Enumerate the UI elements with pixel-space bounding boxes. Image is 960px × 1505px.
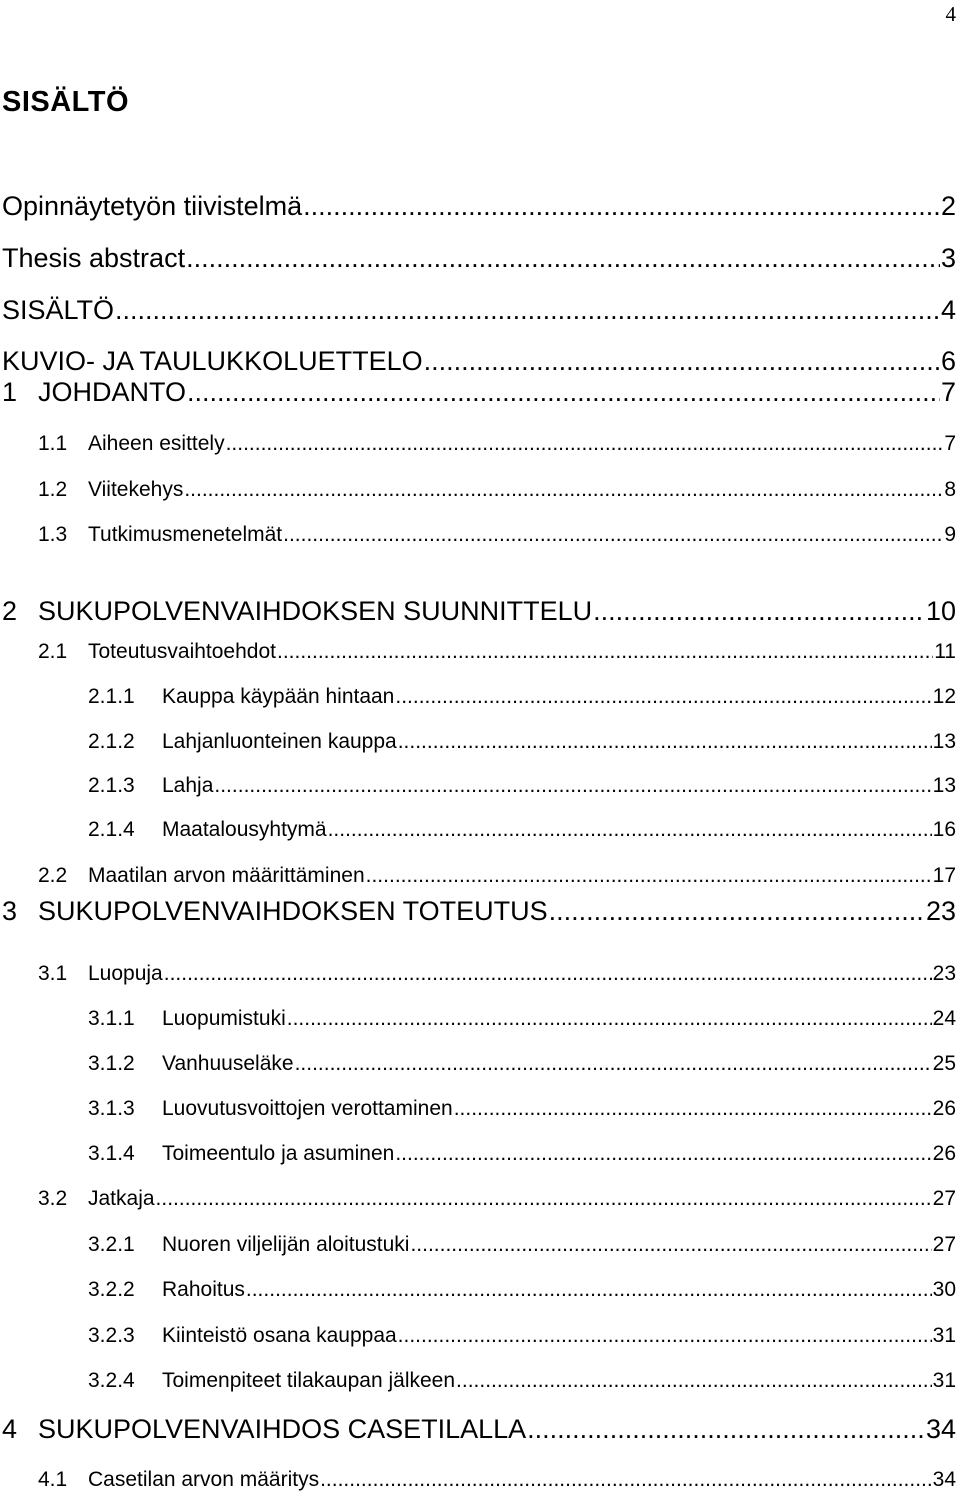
toc-entry-page: 2 [940,191,956,221]
toc-entry-title: Toimeentulo ja asuminen [162,1142,395,1165]
toc-entry-number: 3.2 [38,1187,68,1210]
toc-entry-number: 1 [2,377,18,407]
toc-entry-number: 3.1.2 [88,1052,135,1075]
toc-entry[interactable] [88,730,956,754]
toc-entry-number: 3.1.1 [88,1007,135,1030]
toc-entry-title: Jatkaja [88,1187,155,1210]
dot-leader [226,432,944,456]
toc-entry[interactable] [88,1324,956,1348]
toc-entry-page: 11 [934,640,956,663]
dot-leader [410,1233,931,1257]
toc-entry[interactable] [38,523,956,547]
toc-entry-title: SUKUPOLVENVAIHDOKSEN TOTEUTUS [38,896,548,926]
toc-entry-page: 25 [932,1052,956,1075]
toc-entry-page: 31 [932,1324,956,1347]
toc-entry-title: Opinnäytetyön tiivistelmä [2,191,303,221]
dot-leader [328,818,932,842]
dot-leader [303,191,940,222]
toc-entry-title: Aiheen esittely [88,432,225,455]
toc-entry-number: 4 [2,1414,18,1444]
toc-entry[interactable] [88,1007,956,1031]
toc-entry[interactable] [38,432,956,456]
toc-entry-number: 3.1.4 [88,1142,135,1165]
toc-entry-title: Luovutusvoittojen verottaminen [162,1097,453,1120]
toc-entry[interactable] [38,478,956,502]
toc-entry[interactable] [2,1414,956,1445]
toc-entry-number: 1.3 [38,523,68,546]
toc-entry-title: Thesis abstract [2,243,186,273]
toc-entry-number: 2.1.1 [88,685,135,708]
dot-leader [549,896,925,927]
toc-entry[interactable] [88,1097,956,1121]
toc-entry[interactable] [38,1468,956,1492]
dot-leader [283,523,943,547]
dot-leader [454,1097,932,1121]
toc-entry-title: SISÄLTÖ [2,295,115,325]
toc-entry-title: Nuoren viljelijän aloitustuki [162,1233,410,1256]
toc-entry-page: 3 [940,243,956,273]
toc-entry-number: 3.2.1 [88,1233,135,1256]
toc-entry[interactable] [2,896,956,927]
toc-entry[interactable] [88,1233,956,1257]
toc-entry[interactable] [38,864,956,888]
toc-entry-title: SUKUPOLVENVAIHDOKSEN SUUNNITTELU [38,596,593,626]
toc-entry-number: 2.1.3 [88,774,135,797]
toc-entry-title: Rahoitus [162,1278,245,1301]
dot-leader [320,1468,932,1492]
toc-entry-title: JOHDANTO [38,377,187,407]
toc-entry[interactable] [2,346,956,377]
dot-leader [246,1278,932,1302]
dot-leader [287,1007,932,1031]
toc-entry-title: Viitekehys [88,478,184,501]
dot-leader [424,346,940,377]
dot-leader [527,1414,925,1445]
dot-leader [186,243,940,274]
dot-leader [164,962,932,986]
toc-entry-page: 24 [932,1007,956,1030]
toc-entry[interactable] [2,243,956,274]
toc-entry-page: 17 [932,864,956,887]
toc-entry-page: 4 [940,295,956,325]
toc-entry-number: 1.1 [38,432,68,455]
dot-leader [456,1369,932,1393]
toc-entry-number: 2 [2,596,18,626]
page-number: 4 [945,2,956,26]
toc-entry-title: Lahja [162,774,214,797]
toc-entry[interactable] [88,1369,956,1393]
dot-leader [187,377,940,408]
toc-entry-title: Casetilan arvon määritys [88,1468,320,1491]
toc-entry[interactable] [2,596,956,627]
toc-entry[interactable] [88,1142,956,1166]
toc-entry-page: 7 [944,432,956,455]
toc-entry[interactable] [2,377,956,408]
toc-entry-title: Vanhuuseläke [162,1052,294,1075]
toc-entry-number: 3 [2,896,18,926]
toc-entry-title: Toimenpiteet tilakaupan jälkeen [162,1369,456,1392]
toc-entry-page: 6 [940,346,956,376]
toc-entry[interactable] [38,1187,956,1211]
toc-entry-page: 26 [932,1142,956,1165]
toc-entry-title: Tutkimusmenetelmät [88,523,283,546]
toc-entry[interactable] [88,1278,956,1302]
page-title: SISÄLTÖ [2,86,130,118]
toc-entry-number: 4.1 [38,1468,68,1491]
toc-entry-title: Maatalousyhtymä [162,818,327,841]
toc-entry-number: 3.2.2 [88,1278,135,1301]
toc-entry-page: 27 [932,1233,956,1256]
toc-entry-number: 2.1.2 [88,730,135,753]
toc-entry-number: 2.2 [38,864,68,887]
toc-entry[interactable] [2,295,956,326]
toc-entry-number: 2.1 [38,640,68,663]
dot-leader [115,295,940,326]
toc-entry-page: 13 [932,730,956,753]
toc-entry-number: 3.1 [38,962,68,985]
toc-entry-page: 34 [932,1468,956,1491]
toc-entry[interactable] [88,685,956,709]
dot-leader [395,685,931,709]
toc-entry-page: 10 [925,596,956,626]
toc-entry-number: 3.1.3 [88,1097,135,1120]
toc-entry-page: 9 [944,523,956,546]
toc-entry-title: KUVIO- JA TAULUKKOLUETTELO [2,346,423,376]
toc-entry-title: SUKUPOLVENVAIHDOS CASETILALLA [38,1414,527,1444]
toc-entry-number: 1.2 [38,478,68,501]
toc-entry-page: 27 [932,1187,956,1210]
dot-leader [398,730,932,754]
toc-entry-title: Lahjanluonteinen kauppa [162,730,397,753]
toc-entry-page: 31 [932,1369,956,1392]
dot-leader [398,1324,932,1348]
toc-entry-title: Kiinteistö osana kauppaa [162,1324,397,1347]
dot-leader [184,478,943,502]
toc-entry-page: 13 [932,774,956,797]
toc-entry-page: 30 [932,1278,956,1301]
toc-entry[interactable] [2,191,956,222]
dot-leader [277,640,933,664]
toc-entry-page: 34 [925,1414,956,1444]
toc-entry-page: 7 [940,377,956,407]
toc-entry[interactable] [88,1052,956,1076]
toc-entry[interactable] [88,818,956,842]
dot-leader [593,596,925,627]
toc-entry-title: Luopuja [88,962,163,985]
toc-entry[interactable] [38,962,956,986]
toc-entry[interactable] [88,774,956,798]
dot-leader [366,864,932,888]
toc-entry-page: 8 [944,478,956,501]
toc-entry[interactable] [38,640,956,664]
toc-entry-page: 23 [932,962,956,985]
dot-leader [214,774,931,798]
dot-leader [156,1187,932,1211]
toc-entry-number: 3.2.3 [88,1324,135,1347]
dot-leader [295,1052,932,1076]
toc-entry-title: Toteutusvaihtoehdot [88,640,276,663]
toc-entry-number: 3.2.4 [88,1369,135,1392]
toc-entry-number: 2.1.4 [88,818,135,841]
toc-entry-title: Maatilan arvon määrittäminen [88,864,365,887]
toc-entry-page: 26 [932,1097,956,1120]
toc-entry-page: 16 [932,818,956,841]
dot-leader [395,1142,931,1166]
toc-entry-title: Luopumistuki [162,1007,286,1030]
toc-entry-title: Kauppa käypään hintaan [162,685,395,708]
toc-entry-page: 12 [932,685,956,708]
toc-entry-page: 23 [925,896,956,926]
